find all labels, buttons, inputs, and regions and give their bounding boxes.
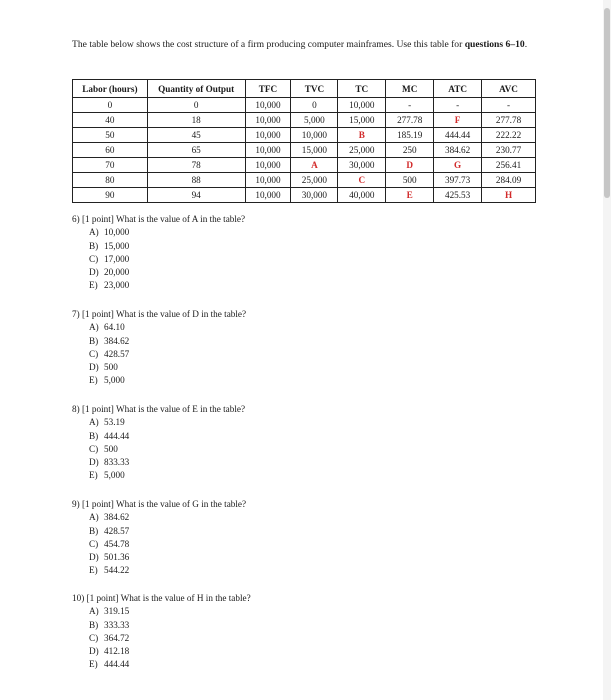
- cell-tfc: 10,000: [245, 188, 291, 203]
- cell-quantity: 78: [147, 158, 245, 173]
- cell-mc: 500: [386, 173, 434, 188]
- cell-labor: 90: [73, 188, 148, 203]
- option-text: 384.62: [104, 335, 130, 346]
- option-letter: B): [89, 619, 99, 630]
- cell-quantity: 0: [147, 98, 245, 113]
- option-b[interactable]: [89, 240, 245, 253]
- option-letter: B): [89, 525, 99, 536]
- option-c[interactable]: [89, 443, 245, 456]
- option-letter: E): [89, 470, 98, 481]
- header-tc: TC: [338, 80, 386, 98]
- option-letter: E): [89, 375, 98, 386]
- cell-mc: -: [386, 98, 434, 113]
- cell-avc: 222.22: [482, 128, 536, 143]
- option-text: 384.62: [104, 512, 130, 523]
- option-list: [72, 605, 251, 671]
- cell-mc: 250: [386, 143, 434, 158]
- option-letter: A): [89, 512, 99, 523]
- option-letter: D): [89, 267, 99, 278]
- cell-labor: 70: [73, 158, 148, 173]
- option-text: 833.33: [104, 457, 130, 468]
- cell-atc: -: [434, 98, 482, 113]
- scrollbar-track[interactable]: [603, 0, 611, 700]
- option-text: 500: [104, 443, 118, 454]
- option-text: 17,000: [104, 253, 130, 264]
- option-b[interactable]: [89, 619, 251, 632]
- table-header-row: [73, 80, 536, 98]
- option-b[interactable]: [89, 335, 246, 348]
- cell-tfc: 10,000: [245, 143, 291, 158]
- option-letter: D): [89, 457, 99, 468]
- cell-mc: E: [386, 188, 434, 203]
- option-list: [72, 416, 245, 482]
- option-text: 5,000: [104, 375, 125, 386]
- option-letter: A): [89, 417, 99, 428]
- header-mc: MC: [386, 80, 434, 98]
- option-text: 428.57: [104, 525, 130, 536]
- intro-period: .: [524, 39, 528, 50]
- option-letter: C): [89, 538, 99, 549]
- cell-avc: 256.41: [482, 158, 536, 173]
- intro-questions-range: questions 6–10: [464, 39, 525, 50]
- option-a[interactable]: [89, 605, 251, 618]
- cell-mc: 277.78: [386, 113, 434, 128]
- option-c[interactable]: [89, 348, 246, 361]
- option-text: 444.44: [104, 659, 130, 670]
- cell-labor: 0: [73, 98, 148, 113]
- option-d[interactable]: [89, 361, 246, 374]
- option-a[interactable]: [89, 226, 245, 239]
- cell-tc: 25,000: [338, 143, 386, 158]
- cell-avc: H: [482, 188, 536, 203]
- option-e[interactable]: [89, 658, 251, 671]
- option-d[interactable]: [89, 266, 245, 279]
- table-row: [73, 113, 536, 128]
- option-text: 319.15: [104, 606, 130, 617]
- option-letter: E): [89, 565, 98, 576]
- cell-avc: 284.09: [482, 173, 536, 188]
- option-text: 454.78: [104, 538, 130, 549]
- option-d[interactable]: [89, 645, 251, 658]
- cell-mc: 185.19: [386, 128, 434, 143]
- option-text: 333.33: [104, 619, 130, 630]
- option-letter: C): [89, 348, 99, 359]
- question-10: [72, 592, 251, 672]
- cell-tvc: 30,000: [291, 188, 338, 203]
- option-letter: D): [89, 362, 99, 373]
- cell-tfc: 10,000: [245, 128, 291, 143]
- cell-atc: 425.53: [434, 188, 482, 203]
- option-a[interactable]: [89, 416, 245, 429]
- option-letter: E): [89, 280, 98, 291]
- cell-labor: 50: [73, 128, 148, 143]
- intro-text: The table below shows the cost structure of a firm producing computer mainframes. Use this table for: [72, 39, 463, 50]
- cell-atc: 397.73: [434, 173, 482, 188]
- cell-tvc: 25,000: [291, 173, 338, 188]
- table-row: [73, 98, 536, 113]
- cell-tc: 10,000: [338, 98, 386, 113]
- option-letter: A): [89, 606, 99, 617]
- header-avc: AVC: [482, 80, 536, 98]
- option-list: [72, 321, 246, 387]
- option-letter: E): [89, 659, 98, 670]
- table-row: [73, 188, 536, 203]
- question-9: [72, 498, 246, 578]
- question-6: [72, 213, 245, 293]
- option-text: 444.44: [104, 430, 130, 441]
- header-tvc: TVC: [291, 80, 338, 98]
- cell-tc: 15,000: [338, 113, 386, 128]
- cell-tvc: 5,000: [291, 113, 338, 128]
- cost-table: [72, 79, 536, 203]
- option-a[interactable]: [89, 321, 246, 334]
- option-letter: A): [89, 227, 99, 238]
- table-body: [73, 98, 536, 203]
- option-c[interactable]: [89, 538, 246, 551]
- option-letter: A): [89, 322, 99, 333]
- option-text: 364.72: [104, 632, 130, 643]
- option-text: 501.36: [104, 552, 130, 563]
- cell-atc: 384.62: [434, 143, 482, 158]
- option-e[interactable]: [89, 469, 245, 482]
- table-row: [73, 173, 536, 188]
- option-c[interactable]: [89, 632, 251, 645]
- scrollbar-thumb[interactable]: [604, 8, 610, 198]
- option-b[interactable]: [89, 430, 245, 443]
- cell-tc: 40,000: [338, 188, 386, 203]
- option-letter: B): [89, 240, 99, 251]
- option-letter: B): [89, 335, 99, 346]
- header-labor: Labor (hours): [73, 80, 148, 98]
- option-c[interactable]: [89, 253, 245, 266]
- option-text: 15,000: [104, 240, 130, 251]
- option-text: 53.19: [104, 417, 125, 428]
- cell-avc: 230.77: [482, 143, 536, 158]
- option-e[interactable]: [89, 564, 246, 577]
- cell-tfc: 10,000: [245, 173, 291, 188]
- cell-atc: 444.44: [434, 128, 482, 143]
- cell-tfc: 10,000: [245, 98, 291, 113]
- cell-tvc: A: [291, 158, 338, 173]
- table-row: [73, 128, 536, 143]
- cell-quantity: 18: [147, 113, 245, 128]
- cell-quantity: 88: [147, 173, 245, 188]
- option-letter: C): [89, 253, 99, 264]
- table-row: [73, 158, 536, 173]
- option-text: 412.18: [104, 646, 130, 657]
- cell-mc: D: [386, 158, 434, 173]
- option-letter: C): [89, 632, 99, 643]
- question-7: [72, 308, 246, 388]
- cell-tvc: 10,000: [291, 128, 338, 143]
- header-atc: ATC: [434, 80, 482, 98]
- option-b[interactable]: [89, 525, 246, 538]
- option-list: [72, 226, 245, 292]
- option-d[interactable]: [89, 456, 245, 469]
- cell-tvc: 15,000: [291, 143, 338, 158]
- cell-tfc: 10,000: [245, 113, 291, 128]
- option-a[interactable]: [89, 511, 246, 524]
- option-d[interactable]: [89, 551, 246, 564]
- cell-tc: B: [338, 128, 386, 143]
- cell-labor: 80: [73, 173, 148, 188]
- question-stem: 6) [1 point] What is the value of A in the table?: [72, 214, 246, 224]
- cell-atc: G: [434, 158, 482, 173]
- header-tfc: TFC: [245, 80, 291, 98]
- table-row: [73, 143, 536, 158]
- cell-tfc: 10,000: [245, 158, 291, 173]
- cell-tc: C: [338, 173, 386, 188]
- question-stem: 8) [1 point] What is the value of E in the table?: [72, 404, 246, 414]
- option-text: 20,000: [104, 267, 130, 278]
- option-letter: D): [89, 646, 99, 657]
- option-text: 10,000: [104, 227, 130, 238]
- option-text: 23,000: [104, 280, 130, 291]
- option-letter: D): [89, 552, 99, 563]
- cell-labor: 40: [73, 113, 148, 128]
- option-e[interactable]: [89, 279, 245, 292]
- cell-atc: F: [434, 113, 482, 128]
- cell-avc: 277.78: [482, 113, 536, 128]
- question-8: [72, 403, 245, 483]
- option-text: 428.57: [104, 348, 130, 359]
- option-text: 544.22: [104, 565, 130, 576]
- cell-quantity: 65: [147, 143, 245, 158]
- cell-avc: -: [482, 98, 536, 113]
- option-list: [72, 511, 246, 577]
- cell-tvc: 0: [291, 98, 338, 113]
- option-letter: B): [89, 430, 99, 441]
- question-stem: 7) [1 point] What is the value of D in the table?: [72, 309, 247, 319]
- option-letter: C): [89, 443, 99, 454]
- cell-quantity: 94: [147, 188, 245, 203]
- option-e[interactable]: [89, 374, 246, 387]
- question-stem: 9) [1 point] What is the value of G in the table?: [72, 499, 247, 509]
- question-stem: 10) [1 point] What is the value of H in the table?: [72, 593, 251, 603]
- cell-tc: 30,000: [338, 158, 386, 173]
- option-text: 64.10: [104, 322, 125, 333]
- option-text: 500: [104, 362, 118, 373]
- intro-paragraph: [72, 38, 542, 52]
- cell-quantity: 45: [147, 128, 245, 143]
- header-quantity: Quantity of Output: [147, 80, 245, 98]
- option-text: 5,000: [104, 470, 125, 481]
- cell-labor: 60: [73, 143, 148, 158]
